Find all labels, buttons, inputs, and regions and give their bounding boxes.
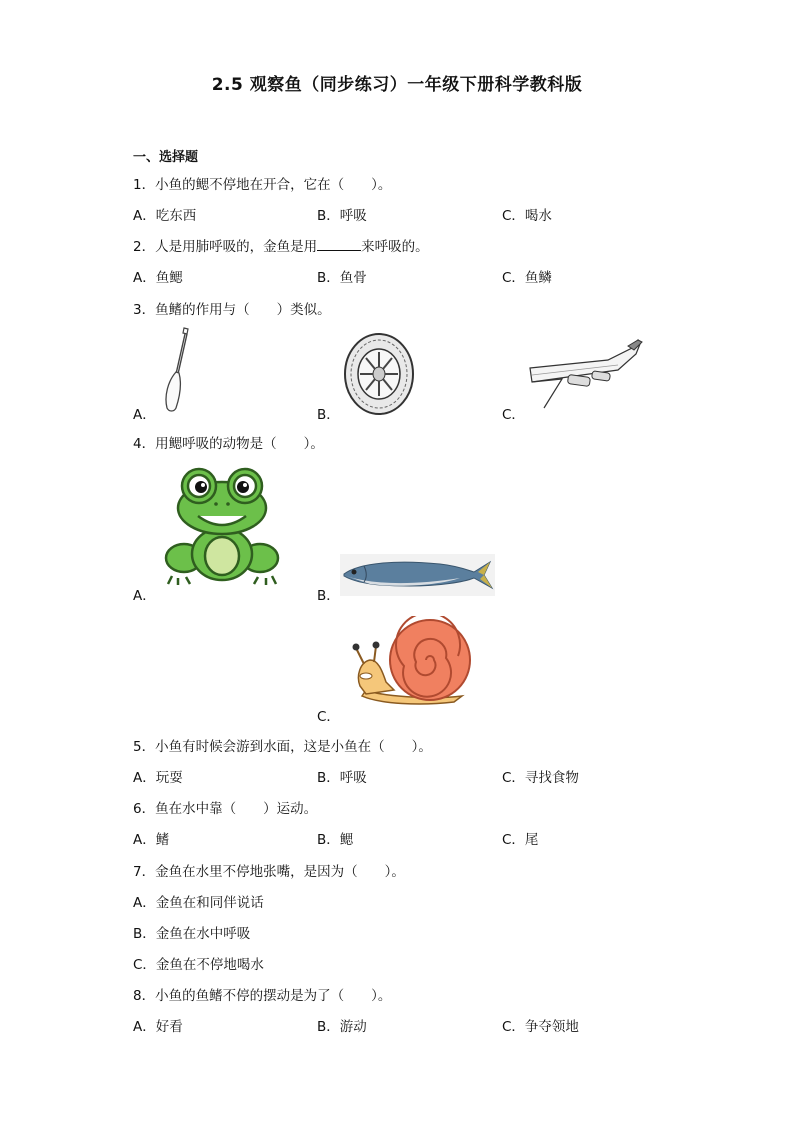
q3-option-b[interactable]: B． [317, 407, 340, 423]
q4-option-b[interactable]: B． [317, 588, 340, 604]
q2-option-b[interactable]: B．鱼骨 [317, 270, 367, 286]
paddle-icon [158, 326, 198, 414]
q3-option-a[interactable]: A． [133, 407, 156, 423]
q6-option-c[interactable]: C．尾 [502, 832, 539, 848]
q5-option-a[interactable]: A．玩耍 [133, 770, 183, 786]
snail-icon [350, 616, 472, 706]
q7-option-b[interactable]: B．金鱼在水中呼吸 [133, 926, 251, 942]
q6-option-b[interactable]: B．鳃 [317, 832, 354, 848]
q8-option-a[interactable]: A．好看 [133, 1019, 183, 1035]
q2-stem-after: 来呼吸的。 [361, 239, 429, 255]
q4-option-c[interactable]: C． [317, 709, 340, 725]
q4-option-a[interactable]: A． [133, 588, 156, 604]
page-title: 2.5 观察鱼（同步练习）一年级下册科学教科版 [211, 75, 583, 95]
q1-option-a[interactable]: A．吃东西 [133, 208, 197, 224]
question-8: 8．小鱼的鱼鳍不停的摆动是为了（ ）。 [133, 988, 392, 1004]
q2-option-a[interactable]: A．鱼鳃 [133, 270, 183, 286]
question-5: 5．小鱼有时候会游到水面，这是小鱼在（ ）。 [133, 739, 432, 755]
frog-icon [164, 462, 280, 586]
q5-option-b[interactable]: B．呼吸 [317, 770, 367, 786]
answer-blank[interactable] [317, 238, 361, 251]
q7-option-c[interactable]: C．金鱼在不停地喝水 [133, 957, 264, 973]
q8-option-c[interactable]: C．争夺领地 [502, 1019, 579, 1035]
question-6: 6．鱼在水中靠（ ）运动。 [133, 801, 318, 817]
section-heading: 一、选择题 [133, 150, 199, 165]
q7-option-a[interactable]: A．金鱼在和同伴说话 [133, 895, 264, 911]
q6-option-a[interactable]: A．鳍 [133, 832, 170, 848]
q3-option-c[interactable]: C． [502, 407, 525, 423]
fish-icon [340, 554, 495, 596]
question-2 [133, 235, 429, 255]
q8-option-b[interactable]: B．游动 [317, 1019, 367, 1035]
question-1: 1．小鱼的鳃不停地在开合，它在（ ）。 [133, 177, 392, 193]
question-3: 3．鱼鳍的作用与（ ）类似。 [133, 302, 331, 318]
q5-option-c[interactable]: C．寻找食物 [502, 770, 579, 786]
q1-option-b[interactable]: B．呼吸 [317, 208, 367, 224]
q2-option-c[interactable]: C．鱼鳞 [502, 270, 552, 286]
airplane-wing-icon [528, 338, 644, 414]
question-7: 7．金鱼在水里不停地张嘴，是因为（ ）。 [133, 864, 405, 880]
q1-option-c[interactable]: C．喝水 [502, 208, 552, 224]
wheel-icon [341, 332, 417, 416]
q2-stem-before: 2．人是用肺呼吸的，金鱼是用 [133, 239, 318, 255]
question-4: 4．用鳃呼吸的动物是（ ）。 [133, 436, 324, 452]
